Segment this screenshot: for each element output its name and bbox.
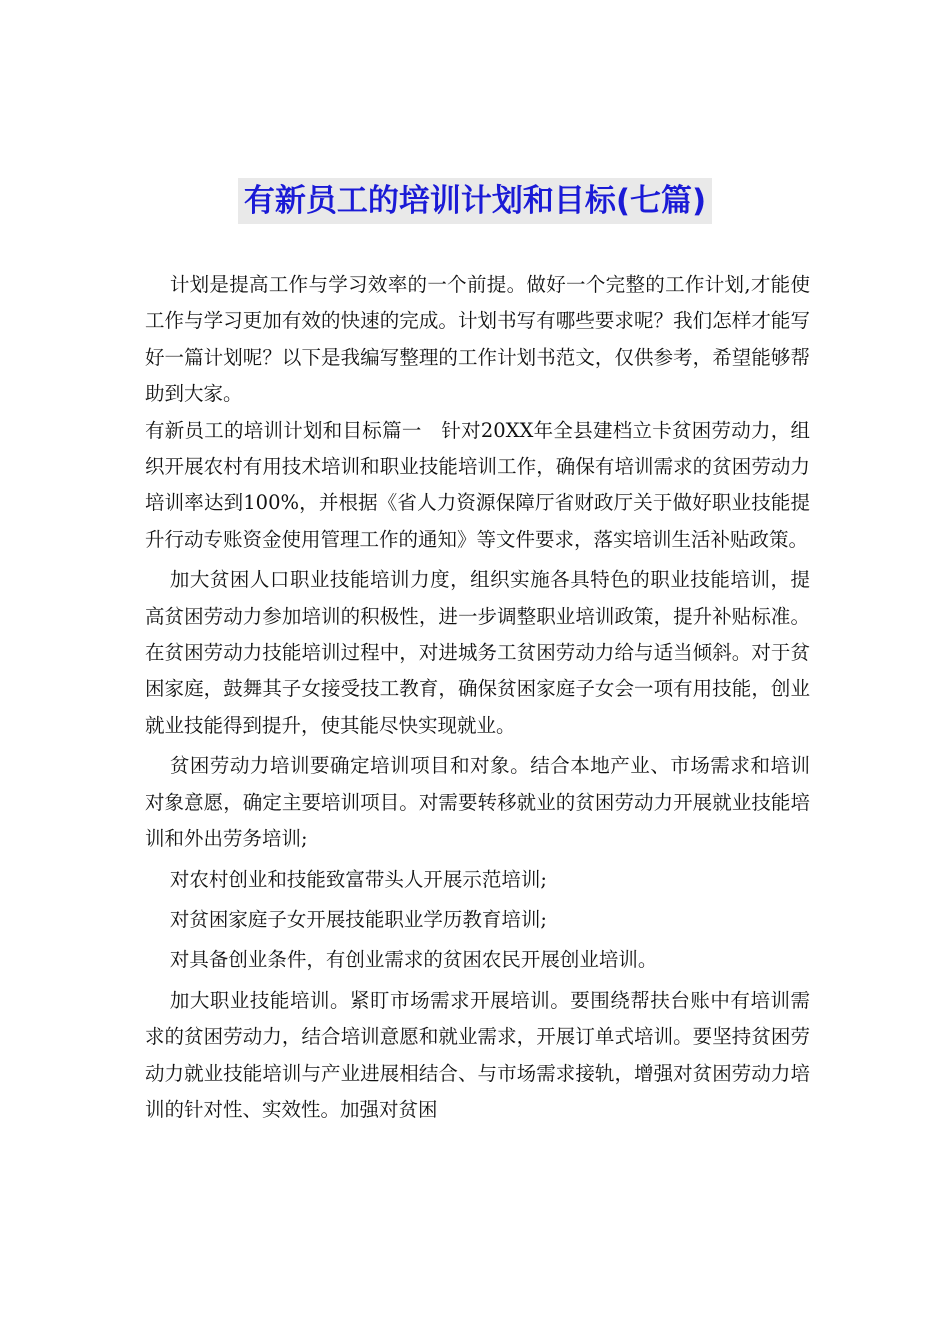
document-title-text: 有新员工的培训计划和目标(七篇) bbox=[238, 178, 712, 224]
document-title bbox=[0, 178, 950, 224]
paragraph-education-training: 对贫困家庭子女开展技能职业学历教育培训; bbox=[169, 907, 547, 931]
paragraph-training-intensity: 加大贫困人口职业技能培训力度，组织实施各具特色的职业技能培训，提高贫困劳动力参加培训的积极性，进一步调整职业培训政策，提升补贴标准。在贫困劳动力技能培训过程中，对进城务工贫困劳动力给与适当倾斜。对于贫困家庭，鼓舞其子女接受技工教育，确保贫困家庭子女会一项有用技能，创业就业技能得到提升，使其能尽快实现就业。 bbox=[145, 568, 810, 737]
paragraph-demonstration-training: 对农村创业和技能致富带头人开展示范培训; bbox=[169, 867, 547, 891]
paragraph-intro: 计划是提高工作与学习效率的一个前提。做好一个完整的工作计划,才能使工作与学习更加有效的快速的完成。计划书写有哪些要求呢？我们怎样才能写好一篇计划呢？以下是我编写整理的工作计划书范文，仅供参考，希望能够帮助到大家。 bbox=[145, 273, 810, 406]
document-body bbox=[145, 267, 810, 1128]
paragraph-entrepreneurship-training: 对具备创业条件，有创业需求的贫困农民开展创业培训。 bbox=[169, 948, 658, 972]
paragraph-part-one: 有新员工的培训计划和目标篇一 针对20XX年全县建档立卡贫困劳动力，组织开展农村有用技术培训和职业技能培训工作，确保有培训需求的贫困劳动力培训率达到100%，并根据《省人力资源保障厅省财政厅关于做好职业技能提升行动专账资金使用管理工作的通知》等文件要求，落实培训生活补贴政策。 bbox=[145, 418, 810, 551]
paragraph-skills-training: 加大职业技能培训。紧盯市场需求开展培训。要围绕帮扶台账中有培训需求的贫困劳动力，结合培训意愿和就业需求，开展订单式培训。要坚持贫困劳动力就业技能培训与产业进展相结合、与市场需求接轨，增强对贫困劳动力培训的针对性、实效性。加强对贫困 bbox=[145, 988, 810, 1121]
paragraph-training-projects: 贫困劳动力培训要确定培训项目和对象。结合本地产业、市场需求和培训对象意愿，确定主要培训项目。对需要转移就业的贫困劳动力开展就业技能培训和外出劳务培训; bbox=[145, 754, 810, 851]
